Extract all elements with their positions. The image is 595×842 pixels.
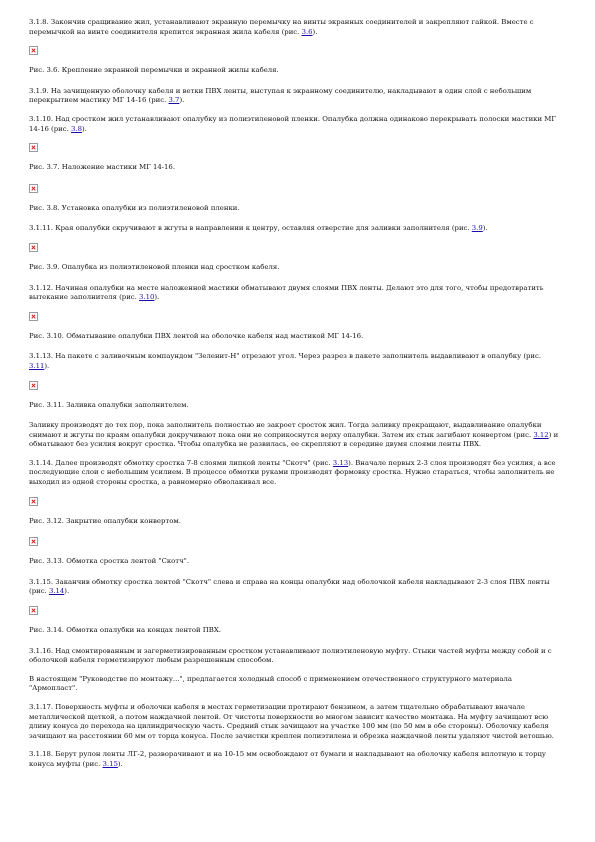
paragraph-text: Заливку производят до тех пор, пока заполнитель полностью не закроет сросток жил. Тогда заливку прекращают, выдавливание опалубки снимают и жгуты по краям опалубки докручивают пока они не соприкоснутся верху опалубки. Затем их стык загибают конвертом (рис. — [29, 421, 542, 439]
paragraph-text: 3.1.13. На пакете с заливочным компаундом "Зеленит-Н" отрезают угол. Через разрез в пакете заполнитель выдавливают в опалубку (рис. — [29, 352, 542, 361]
paragraph — [29, 18, 559, 37]
figure-link[interactable]: 3.15 — [102, 759, 118, 768]
figure-link[interactable]: 3.7 — [168, 96, 180, 105]
paragraph — [29, 750, 559, 769]
paragraph — [29, 421, 559, 450]
figure-caption: Рис. 3.12. Закрытие опалубки конвертом. — [29, 516, 181, 525]
figure-link[interactable]: 3.11 — [29, 361, 45, 370]
broken-image-icon — [29, 537, 38, 546]
paragraph — [29, 224, 559, 234]
paragraph-text-tail: ) и обматывают без усилия вокруг сростка. Чтобы опалубка не развилась, ее скрепляют в середине двумя слоями ленты ПВХ. — [29, 430, 559, 449]
broken-image-icon — [29, 46, 38, 55]
paragraph — [29, 115, 559, 134]
broken-image-icon — [29, 143, 38, 152]
figure-caption: Рис. 3.9. Опалубка из полиэтиленовой пленки над сростком кабеля. — [29, 262, 280, 271]
paragraph — [29, 647, 559, 666]
paragraph-text: 3.1.9. На зачищенную оболочку кабеля и ветки ПВХ ленты, выступая к экранному соединителю, накладывают в один слой с небольшим перекрытием мастику МГ 14-16 (рис. — [29, 86, 532, 105]
paragraph-text-tail: ). — [81, 124, 87, 133]
paragraph-text-tail: ). — [44, 361, 50, 370]
figure-caption: Рис. 3.13. Обмотка сростка лентой "Скотч". — [29, 557, 190, 566]
paragraph-text-tail: ). — [117, 759, 123, 768]
broken-image-icon — [29, 606, 38, 615]
paragraph — [29, 578, 559, 597]
paragraph-text-tail: ). — [179, 96, 185, 105]
figure-caption: Рис. 3.8. Установка опалубки из полиэтиленовой пленки. — [29, 203, 240, 212]
paragraph-text-tail: ). — [312, 27, 318, 36]
figure-link[interactable]: 3.13 — [332, 458, 349, 467]
figure-caption: Рис. 3.10. Обматывание опалубки ПВХ лентой на оболочке кабеля над мастикой МГ 14-16. — [29, 331, 364, 340]
paragraph-text: 3.1.8. Закончив сращивание жил, устанавливают экранную перемычку на винты экранных соединителей и закрепляют гайкой. Вместе с перемычкой на винте соединителя крепится экранная жила кабеля (рис. — [29, 18, 534, 36]
paragraph-text: 3.1.15. Заканчив обмотку сростка лентой "Скотч" слева и справа на концы опалубки над оболочкой кабеля накладывают 2-3 слоя ПВХ ленты (рис. — [29, 577, 550, 596]
figure-caption: Рис. 3.11. Заливка опалубки заполнителем. — [29, 400, 189, 409]
figure-link[interactable]: 3.6 — [301, 27, 313, 36]
broken-image-icon — [29, 312, 38, 321]
paragraph-text: В настоящем "Руководстве по монтажу...", предлагается холодный способ с применением отечественного структурного материала "Армопласт". — [29, 674, 512, 693]
document-page — [29, 18, 559, 779]
paragraph-text-tail: ). Вначале первых 2-3 слоя производят без усилия, а все последующие слои с небольшим усилием. В процессе обмотки руками производят формовку сростка. Нужно стараться, чтобы заполнитель не выходил из одной стороны сростка, а равномерно обволакивал все. — [29, 458, 556, 487]
paragraph-text: 3.1.10. Над сростком жил устанавливают опалубку из полиэтиленовой пленки. Опалубка должна одинаково перекрывать полоски мастики МГ 14-16 (рис. — [29, 114, 556, 133]
figure-link[interactable]: 3.9 — [471, 224, 483, 233]
paragraph — [29, 703, 559, 741]
paragraph — [29, 284, 559, 303]
figure-caption: Рис. 3.6. Крепление экранной перемычки и экранной жилы кабеля. — [29, 66, 279, 75]
paragraph-text: 3.1.14. Далее производят обмотку сростка 7-8 слоями липкой ленты "Скотч" (рис. — [29, 458, 331, 467]
paragraph-text: 3.1.16. Над смонтированным и загерметизированным сростком устанавливают полиэтиленовую муфту. Стыки частей муфты между собой и с оболочкой кабеля герметизируют любым разрешенным способом. — [29, 646, 552, 665]
paragraph-text-tail: ). — [154, 293, 160, 302]
paragraph-text: 3.1.12. Начиная опалубки на месте наложенной мастики обматывают двумя слоями ПВХ ленты. Делают это для того, чтобы предотвратить вытекание заполнителя (рис. — [29, 283, 544, 302]
figure-link[interactable]: 3.12 — [533, 430, 549, 439]
paragraph-text: 3.1.11. Края опалубки скручивают в жгуты в направлении к центру, оставляя отверстие для заливки заполнителя (рис. — [29, 224, 470, 233]
paragraph-text: 3.1.18. Берут рулон ленты ЛГ-2, разворачивают и на 10-15 мм освобождают от бумаги и накладывают на оболочку кабеля вплотную к торцу конуса муфты (рис. — [29, 750, 546, 768]
paragraph — [29, 675, 559, 694]
figure-caption: Рис. 3.14. Обмотка опалубки на концах лентой ПВХ. — [29, 626, 221, 635]
paragraph — [29, 87, 559, 106]
broken-image-icon — [29, 243, 38, 252]
paragraph — [29, 459, 559, 488]
paragraph-text-tail: ). — [482, 224, 488, 233]
broken-image-icon — [29, 497, 38, 506]
figure-caption: Рис. 3.7. Наложение мастики МГ 14-16. — [29, 163, 176, 172]
figure-link[interactable]: 3.8 — [71, 124, 82, 133]
paragraph-text: 3.1.17. Поверхность муфты и оболочки кабеля в местах герметизации протирают бензином, а затем тщательно обрабатывают вначале металлической щеткой, а потом наждачной лентой. От чистоты поверхности во многом зависит качество монтажа. На муфту зачищают всю длину конуса до перехода на цилиндрическую часть. Средний стык зачищают на участке 100 мм (по 50 мм в обе стороны). Оболочку кабеля зачищают на расстоянии 60 мм от торца конуса. После зачистки креплен полиэтилена и обрезка наждачной ленты удаляют чистой ветошью. — [29, 703, 554, 740]
paragraph — [29, 352, 559, 371]
figure-link[interactable]: 3.14 — [48, 587, 65, 596]
paragraph-text-tail: ). — [64, 587, 70, 596]
broken-image-icon — [29, 184, 38, 193]
broken-image-icon — [29, 381, 38, 390]
figure-link[interactable]: 3.10 — [139, 293, 155, 302]
